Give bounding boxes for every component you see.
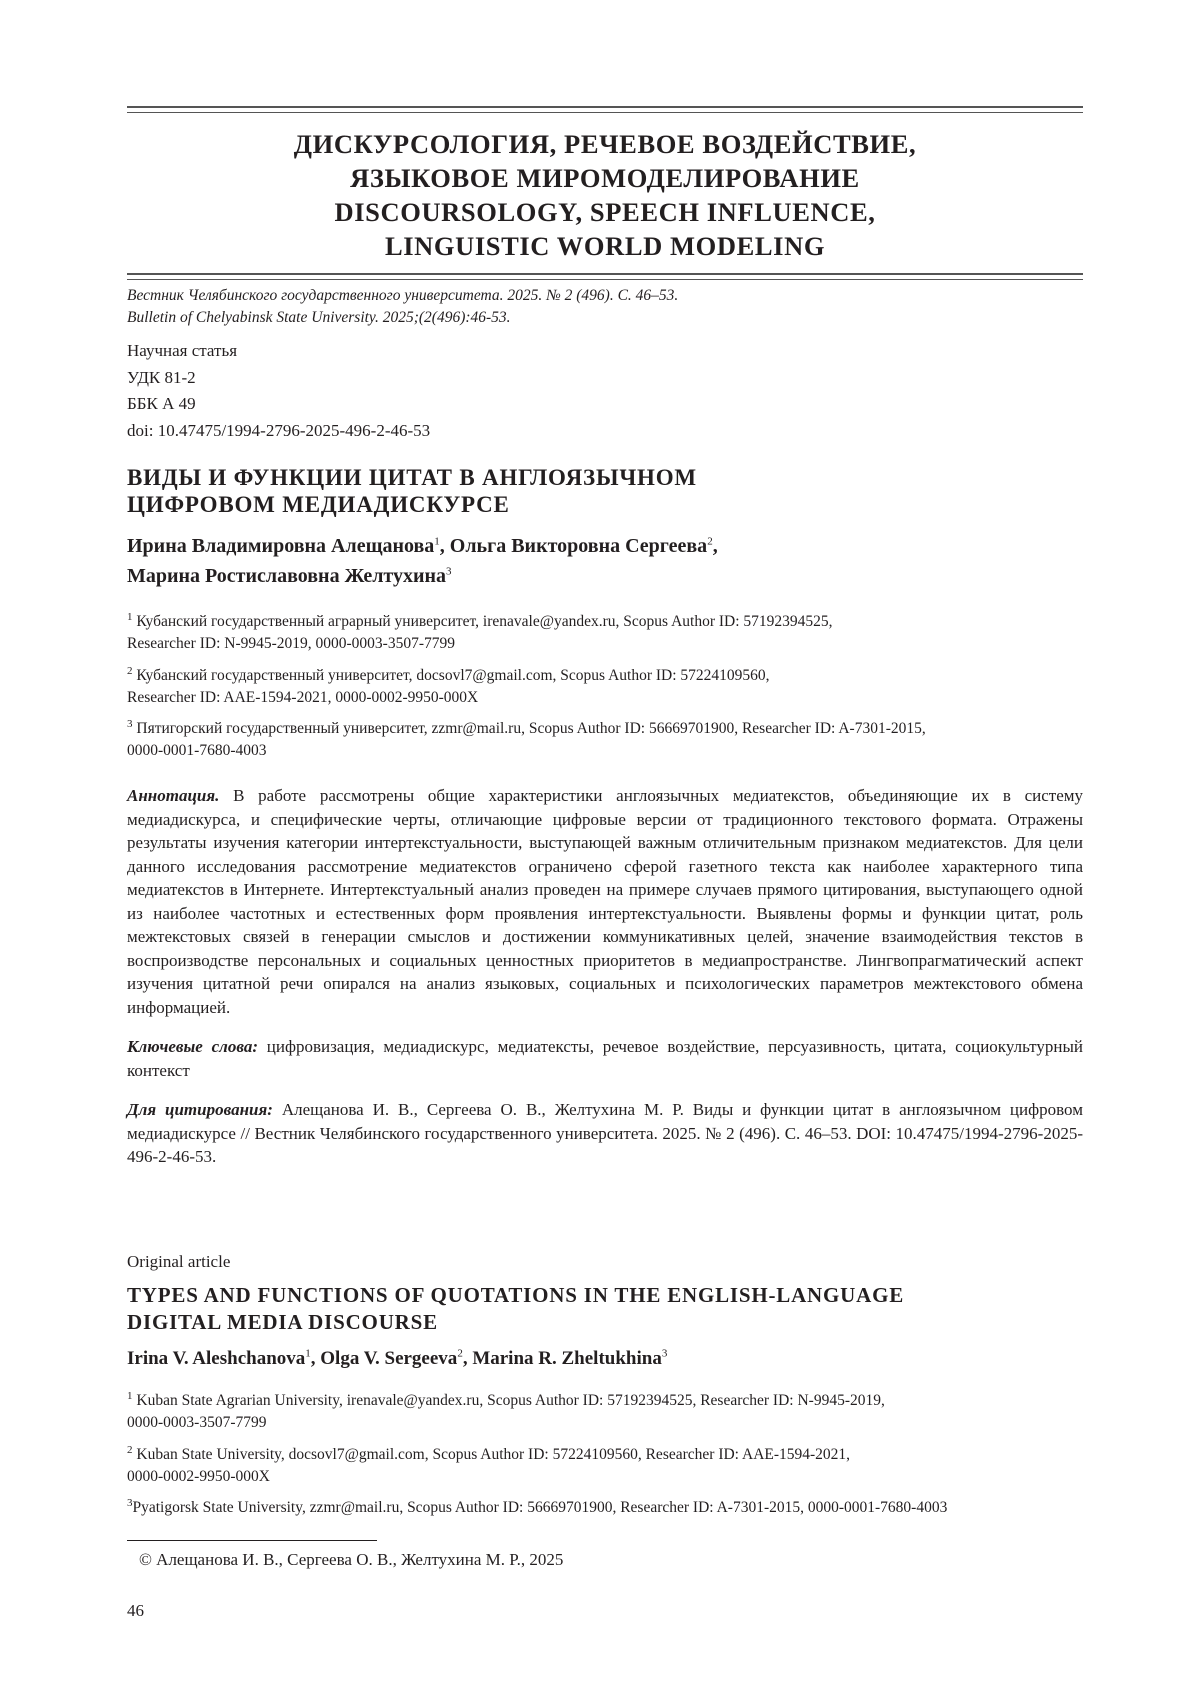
authors-ru-line2: [127, 561, 718, 591]
citation-label: Для цитирования:: [127, 1100, 273, 1119]
copyright-notice: © Алещанова И. В., Сергеева О. В., Желтухина М. Р., 2025: [139, 1550, 564, 1569]
aff-en-3-sup: 3: [127, 1496, 133, 1509]
aff-ru-3-line2: 0000-0001-7680-4003: [127, 742, 267, 759]
abstract-text: В работе рассмотрены общие характеристики англоязычных медиатекстов, объединяющие их в систему медиадискурса, и специфические черты, отличающие цифровые версии от традиционного текстового формата. Отражены результаты изучения категории интертекстуальности, выступающей важным отличительным признаком медиатекстов. Для цели данного исследования рассмотрение медиатекстов ограничено сферой газетного текста как наиболее характерного типа медиатекстов в Интернете. Интертекстуальный анализ проведен на примере случаев прямого цитирования, выступающего одной из наиболее частотных и естественных форм проявления интертекстуальности. Выявлены формы и функции цитат, роль межтекстовых связей в генерации смыслов и достижении коммуникативных целей, значение взаимодействия текстов в воспроизводстве персональных и социальных ценностных приоритетов в медиапространстве. Лингвопрагматический аспект изучения цитатной речи опирался на анализ языковых, социальных и психологических параметров межтекстового обмена информацией.: [127, 786, 1083, 1017]
citation: [127, 1098, 1083, 1169]
article-meta: [127, 338, 430, 444]
aff-en-1-line1: Kuban State Agrarian University, irenavale@yandex.ru, Scopus Author ID: 57192394525, Researcher ID: N-9945-2019,: [136, 1392, 885, 1409]
citation-text: Алещанова И. В., Сергеева О. В., Желтухина М. Р. Виды и функции цитат в англоязычном цифровом медиадискурсе // Вестник Челябинского государственного университета. 2025. № 2 (496). С. 46–53. DOI: 10.47475/1994-2796-2025-496-2-46-53.: [127, 1100, 1083, 1166]
article-page: [127, 0, 1083, 1697]
aff-en-2-line2: 0000-0002-9950-000X: [127, 1468, 270, 1485]
article-title-ru-line2: ЦИФРОВОМ МЕДИАДИСКУРСЕ: [127, 492, 510, 517]
author-ru-2: Ольга Викторовна Сергеева: [449, 535, 708, 557]
author-ru-2-sup: 2: [707, 535, 713, 548]
section-top-rule: [127, 106, 1083, 113]
abstract-label: Аннотация.: [127, 786, 220, 805]
article-type: Научная статья: [127, 341, 238, 360]
aff-ru-1-line1: Кубанский государственный аграрный университет, irenavale@yandex.ru, Scopus Author ID: 57192394525,: [136, 613, 833, 630]
author-ru-1: Ирина Владимировна Алещанова: [127, 535, 435, 557]
author-ru-3-sup: 3: [446, 565, 452, 578]
journal-reference-en: Bulletin of Chelyabinsk State University. 2025;(2(496):46-53.: [127, 309, 511, 326]
aff-ru-2-line1: Кубанский государственный университет, docsovl7@gmail.com, Scopus Author ID: 57224109560,: [136, 667, 770, 684]
aff-ru-2-line2: Researcher ID: AAE-1594-2021, 0000-0002-9950-000X: [127, 689, 479, 706]
section-title-en-1: DISCOURSOLOGY, SPEECH INFLUENCE,: [334, 197, 876, 227]
affiliation-en-1: [127, 1390, 1083, 1434]
author-en-3: Marina R. Zheltukhina: [472, 1348, 662, 1369]
affiliation-ru-2: [127, 665, 1083, 709]
aff-ru-1-sup: 1: [127, 610, 133, 623]
keywords-text: цифровизация, медиадискурс, медиатексты, речевое воздействие, персуазивность, цитата, социокультурный контекст: [127, 1037, 1083, 1080]
article-title-en-line2: DIGITAL MEDIA DISCOURSE: [127, 1310, 438, 1334]
keywords-label: Ключевые слова:: [127, 1037, 258, 1056]
aff-ru-3-line1: Пятигорский государственный университет, zzmr@mail.ru, Scopus Author ID: 56669701900, Researcher ID: A-7301-2015,: [136, 720, 926, 737]
aff-ru-2-sup: 2: [127, 664, 133, 677]
bbk-code: ББК А 49: [127, 394, 196, 413]
aff-en-2-sup: 2: [127, 1443, 133, 1456]
section-header: [127, 106, 1083, 280]
article-title-ru: [127, 464, 697, 518]
doi[interactable]: doi: 10.47475/1994-2796-2025-496-2-46-53: [127, 420, 431, 440]
page-number: 46: [127, 1601, 144, 1620]
aff-en-2-line1: Kuban State University, docsovl7@gmail.com, Scopus Author ID: 57224109560, Researcher ID: AAE-1594-2021,: [136, 1446, 851, 1463]
aff-ru-3-sup: 3: [127, 717, 133, 730]
footnote-rule: [127, 1540, 377, 1541]
authors-ru-line1: Ирина Владимировна Алещанова$^1$, Ольга Викторовна Сергеева$^2$,: [127, 535, 718, 557]
authors-en: Irina V. Aleshchanova$^1$, Olga V. Sergeeva$^2$, Marina R. Zheltukhina$^3$: [127, 1347, 668, 1369]
section-title-en-2: LINGUISTIC WORLD MODELING: [384, 231, 826, 261]
affiliation-ru-1: [127, 611, 1083, 655]
abstract-section: [127, 784, 1083, 1169]
authors-ru: [127, 531, 718, 591]
keywords: [127, 1035, 1083, 1082]
article-title-en: [127, 1282, 904, 1336]
abstract: [127, 784, 1083, 1019]
article-title-ru-line1: ВИДЫ И ФУНКЦИИ ЦИТАТ В АНГЛОЯЗЫЧНОМ: [127, 465, 697, 490]
aff-en-3-line1: Pyatigorsk State University, zzmr@mail.ru, Scopus Author ID: 56669701900, Researcher ID: A-7301-2015, 0000-0001-7680-4003: [132, 1499, 948, 1516]
udk-code: УДК 81-2: [127, 367, 196, 387]
section-title-ru-2: ЯЗЫКОВОЕ МИРОМОДЕЛИРОВАНИЕ: [350, 163, 860, 193]
article-title-en-line1: TYPES AND FUNCTIONS OF QUOTATIONS IN THE ENGLISH-LANGUAGE: [127, 1283, 905, 1307]
affiliation-ru-3: [127, 718, 1083, 762]
affiliation-en-3: [127, 1497, 1083, 1519]
affiliation-en-2: [127, 1444, 1083, 1488]
author-en-1: Irina V. Aleshchanova: [127, 1348, 306, 1369]
author-en-1-sup: 1: [305, 1347, 311, 1360]
author-en-2-sup: 2: [457, 1347, 463, 1360]
journal-reference: [127, 285, 678, 329]
aff-en-1-sup: 1: [127, 1389, 133, 1402]
section-titles: [127, 113, 1083, 273]
author-en-2: Olga V. Sergeeva: [320, 1348, 458, 1369]
author-ru-3: Марина Ростиславовна Желтухина: [127, 565, 447, 587]
aff-ru-1-line2: Researcher ID: N-9945-2019, 0000-0003-3507-7799: [127, 635, 456, 652]
author-ru-1-sup: 1: [434, 535, 440, 548]
journal-reference-ru: Вестник Челябинского государственного университета. 2025. № 2 (496). С. 46–53.: [127, 287, 679, 304]
section-bottom-rule: [127, 273, 1083, 280]
section-title-ru-1: ДИСКУРСОЛОГИЯ, РЕЧЕВОЕ ВОЗДЕЙСТВИЕ,: [293, 129, 917, 159]
article-type-en: Original article: [127, 1252, 231, 1271]
aff-en-1-line2: 0000-0003-3507-7799: [127, 1414, 267, 1431]
author-en-3-sup: 3: [661, 1347, 668, 1360]
